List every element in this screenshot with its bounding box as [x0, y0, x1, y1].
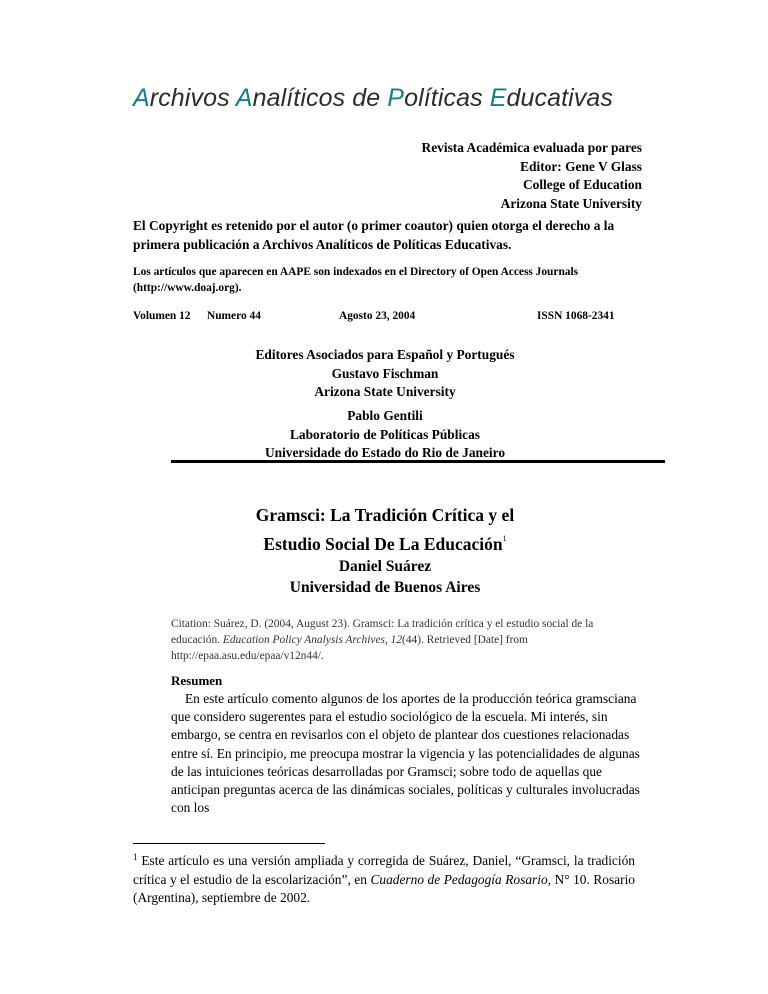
peer-review-line: Revista Académica evaluada por pares — [421, 140, 642, 155]
journal-info — [380, 139, 642, 213]
journal-title: Archivos Analíticos de Políticas Educativas — [133, 84, 614, 112]
issn: ISSN 1068-2341 — [537, 310, 615, 322]
editor-affiliation: Arizona State University — [314, 384, 456, 399]
editor-name: Pablo Gentili — [347, 408, 423, 423]
header-divider — [171, 460, 665, 463]
editors-heading: Editores Asociados para Español y Portugués — [255, 347, 515, 362]
university-line: Arizona State University — [500, 195, 642, 211]
associate-editors — [133, 346, 637, 402]
author-block — [133, 556, 637, 598]
citation-journal: Education Policy Analysis Archives, 12 — [222, 634, 403, 646]
footnote: $^1$ Este artículo es una versión ampliada y corregida de Suárez, Daniel, “Gramsci, la tradición crítica y el estudio de la escolarización”, en Cuaderno de Pedagogía Rosario, N° 10. Rosario (Argentina), septiembre de 2002. — [133, 852, 635, 905]
associate-editor-2 — [133, 407, 637, 463]
editor-affiliation: Universidade do Estado do Rio de Janeiro — [264, 445, 506, 460]
article-title — [133, 504, 637, 556]
editor-name: Gustavo Fischman — [331, 365, 439, 381]
citation: Citation: Suárez, D. (2004, August 23). Gramsci: La tradición crítica y el estudio social de la educación. Education Policy Analysis Archives, 12(44). Retrieved [Date] from http://epaa.asu.edu/epaa/v12n44/. — [171, 618, 594, 662]
footnote-marker[interactable]: 1 — [502, 534, 507, 543]
volume: Volumen 12 — [133, 310, 191, 322]
issue-number: Numero 44 — [207, 310, 261, 322]
indexing-notice: Los artículos que aparecen en AAPE son indexados en el Directory of Open Access Journals (http://www.doaj.org). — [133, 266, 579, 294]
abstract-text: En este artículo comento algunos de los aportes de la producción teórica gramsciana que considero sugerentes para el estudio sociológico de la escuela. Mi interés, sin embargo, se centra en revisarlos con el objeto de plantear dos cuestiones relacionadas entre sí. En principio, me preocupa mostrar la vigencia y las potencialidades de algunas de las intuiciones teóricas desarrolladas por Gramsci; sobre todo de aquellas que anticipan preguntas acerca de las dinámicas sociales, políticas y culturales involucradas con los — [171, 691, 640, 816]
author-affiliation: Universidad de Buenos Aires — [289, 579, 481, 596]
college-line: College of Education — [522, 177, 642, 192]
article-title-line: Gramsci: La Tradición Crítica y el — [255, 505, 515, 525]
editor-line: Editor: Gene V Glass — [520, 158, 642, 174]
footnote-divider — [133, 843, 325, 844]
issue-date: Agosto 23, 2004 — [339, 310, 416, 322]
copyright-notice: El Copyright es retenido por el autor (o primer coautor) quien otorga el derecho a la primera publicación a Archivos Analíticos de Políticas Educativas. — [133, 218, 615, 252]
abstract-heading: Resumen — [171, 673, 223, 688]
article-title-line: Estudio Social De La Educación$^1$ — [263, 534, 507, 554]
author-name: Daniel Suárez — [338, 558, 432, 575]
editor-lab: Laboratorio de Políticas Públicas — [289, 426, 481, 442]
footnote-number: 1 — [133, 852, 138, 862]
footnote-journal: Cuaderno de Pedagogía Rosario, — [370, 871, 552, 887]
